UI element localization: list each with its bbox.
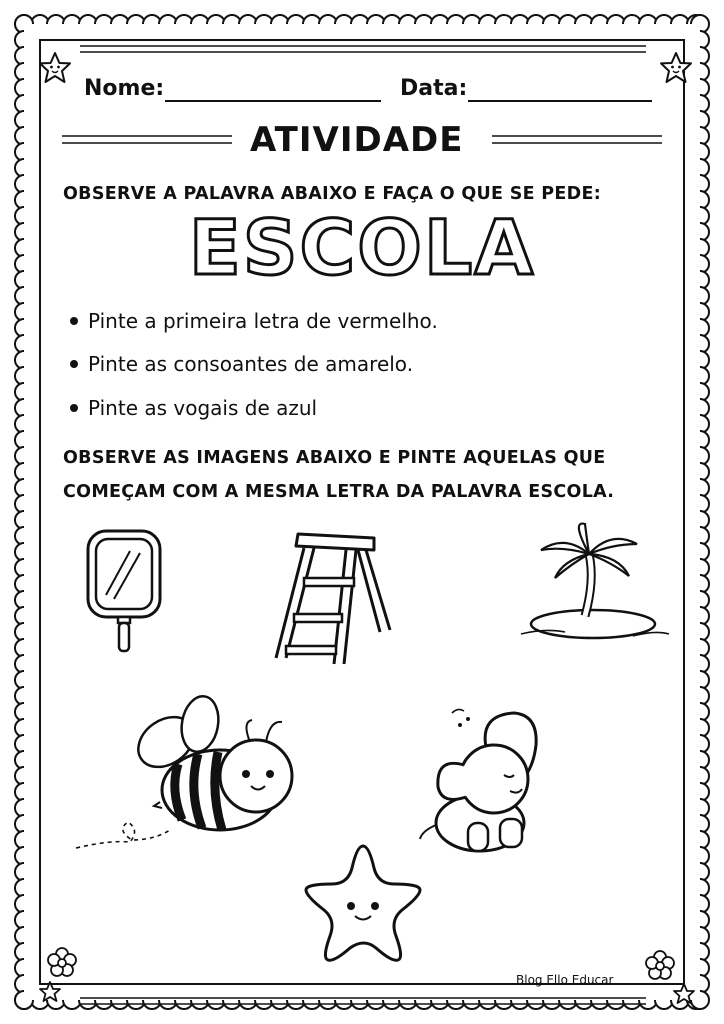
ladder-icon[interactable] [270,530,400,670]
date-label: Data: [400,76,468,101]
island-icon[interactable] [515,520,675,650]
name-field-line[interactable] [165,100,381,102]
page-title: ATIVIDADE [250,120,464,160]
bullet-icon [70,404,78,412]
task-item [70,396,317,420]
credit-text: Blog Ello Educar [516,973,614,987]
task-item [70,352,413,376]
bullet-icon [70,360,78,368]
mirror-icon[interactable] [80,525,180,660]
instruction-2-line-2: COMEÇAM COM A MESMA LETRA DA PALAVRA ESCOLA. [63,482,615,502]
instruction-2-line-1: OBSERVE AS IMAGENS ABAIXO E PINTE AQUELAS QUE [63,448,606,468]
task-text: Pinte as vogais de azul [88,396,318,420]
name-label: Nome: [84,76,165,101]
date-field-line[interactable] [468,100,652,102]
outlined-word[interactable]: ESCOLA [188,203,536,292]
bullet-icon [70,317,78,325]
task-text: Pinte a primeira letra de vermelho. [88,309,438,333]
bee-icon[interactable] [70,690,305,855]
task-text: Pinte as consoantes de amarelo. [88,352,414,376]
star-icon[interactable] [298,840,428,965]
elephant-icon[interactable] [410,705,560,855]
instruction-1: OBSERVE A PALAVRA ABAIXO E FAÇA O QUE SE PEDE: [63,184,602,204]
task-item [70,309,438,333]
